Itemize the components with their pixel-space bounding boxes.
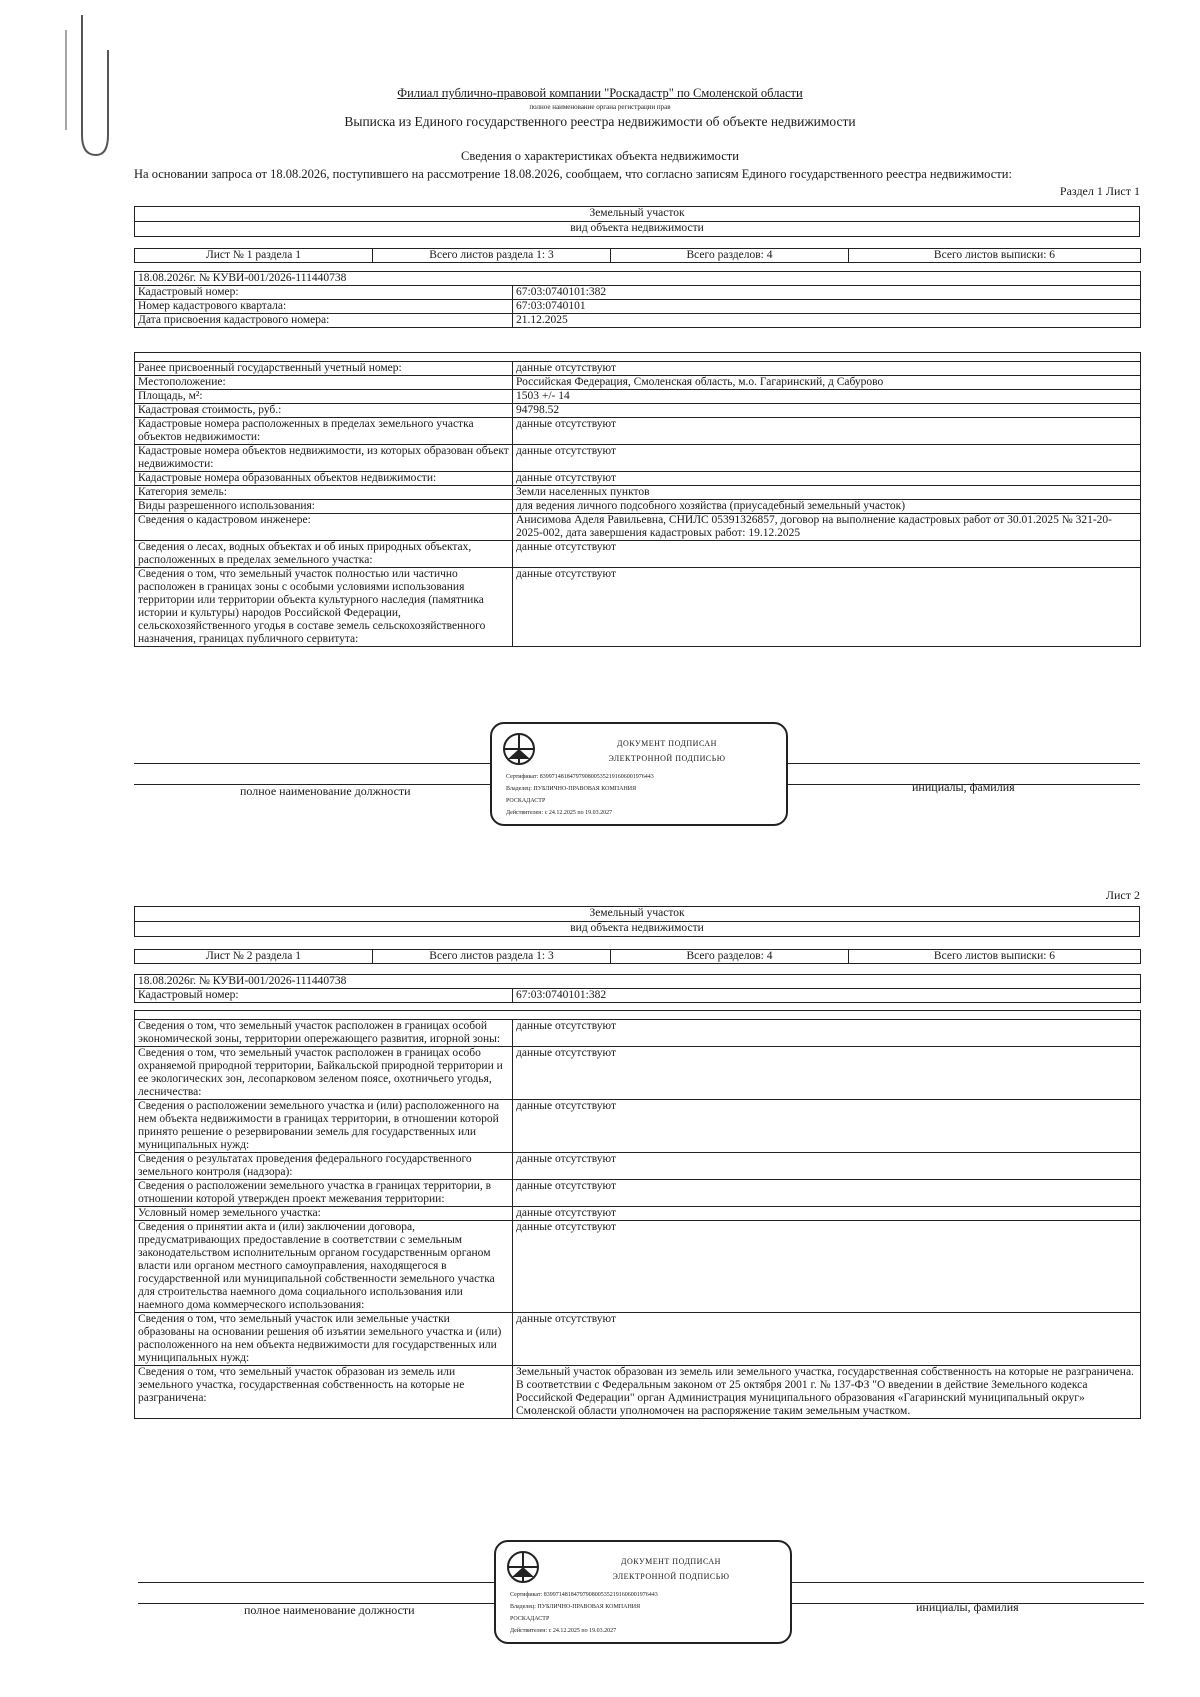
e-signature-stamp	[494, 1540, 792, 1644]
row-value: данные отсутствуют	[513, 362, 1141, 376]
row-value: данные отсутствуют	[513, 445, 1141, 472]
total-sheets-section: Всего листов раздела 1: 3	[373, 249, 611, 263]
stamp-owner-name: РОСКАДАСТР	[510, 1616, 550, 1622]
row-value: для ведения личного подсобного хозяйства (приусадебный земельный участок)	[513, 500, 1141, 514]
sheet1-pagination-table	[134, 248, 1141, 263]
initials-caption: инициалы, фамилия	[912, 780, 1015, 794]
row-label: Сведения о расположении земельного участка в границах территории, в отношении которой утвержден проект межевания территории:	[135, 1180, 513, 1207]
row-label: Сведения о принятии акта и (или) заключении договора, предусматривающих предоставление в соответствии с земельным законодательством исполнительным органом государственным органом власти или органом местного самоуправления, находящегося в государственной или муниципальной собственности земельного участка для строительства наемного дома социального использования или наемного дома коммерческого использования:	[135, 1221, 513, 1313]
total-sections: Всего разделов: 4	[611, 249, 849, 263]
stamp-certificate: Сертификат: 83997148184797908005352191606001976443	[510, 1592, 658, 1598]
row-value: данные отсутствуют	[513, 541, 1141, 568]
cadastral-quarter-value: 67:03:0740101	[513, 300, 1141, 314]
total-sheets-extract: Всего листов выписки: 6	[849, 950, 1141, 964]
organization-caption: полное наименование органа регистрации прав	[529, 103, 671, 111]
stamp-owner: Владелец: ПУБЛИЧНО-ПРАВОВАЯ КОМПАНИЯ	[510, 1604, 641, 1610]
row-value: 94798.52	[513, 404, 1141, 418]
row-value: данные отсутствуют	[513, 568, 1141, 647]
object-type-caption: вид объекта недвижимости	[135, 922, 1140, 937]
row-value: Земли населенных пунктов	[513, 486, 1141, 500]
row-value: данные отсутствуют	[513, 1221, 1141, 1313]
stamp-line1: ДОКУМЕНТ ПОДПИСАН	[621, 1557, 721, 1566]
stamp-owner-name: РОСКАДАСТР	[506, 798, 546, 804]
row-value: данные отсутствуют	[513, 1153, 1141, 1180]
row-label: Сведения о результатах проведения федерального государственного земельного контроля (надзора):	[135, 1153, 513, 1180]
row-label: Условный номер земельного участка:	[135, 1207, 513, 1221]
object-type-caption: вид объекта недвижимости	[135, 222, 1140, 237]
row-label: Сведения о том, что земельный участок образован из земель или земельного участка, государственная собственность на которые не разграничена:	[135, 1366, 513, 1419]
paper-clip-icon	[62, 10, 112, 160]
table-spacer-row	[135, 1011, 1141, 1020]
cadastral-quarter-label: Номер кадастрового квартала:	[135, 300, 513, 314]
row-label: Ранее присвоенный государственный учетный номер:	[135, 362, 513, 376]
roskadastr-logo-icon	[502, 732, 536, 766]
row-value: данные отсутствуют	[513, 1020, 1141, 1047]
row-label: Сведения о том, что земельный участок полностью или частично расположен в границах зоны с особыми условиями использования территории или территории объекта культурного наследия (памятника истории и культуры) народов Российской Федерации, сельскохозяйственного угодья в составе земель сельскохозяйственного назначения, границах публичного сервитута:	[135, 568, 513, 647]
row-label: Категория земель:	[135, 486, 513, 500]
row-value: данные отсутствуют	[513, 1180, 1141, 1207]
total-sheets-extract: Всего листов выписки: 6	[849, 249, 1141, 263]
position-caption: полное наименование должности	[244, 1603, 415, 1617]
sheet2-characteristics-table	[134, 1010, 1141, 1419]
sheet2-id-table	[134, 974, 1141, 1003]
row-label: Сведения о расположении земельного участка и (или) расположенного на нем объекта недвижимости в границах территории, в отношении которой принято решение о резервировании земель для государственных или муниципальных нужд:	[135, 1100, 513, 1153]
row-value: Российская Федерация, Смоленская область, м.о. Гагаринский, д Сабурово	[513, 376, 1141, 390]
sheet1-id-table	[134, 271, 1141, 328]
row-label: Местоположение:	[135, 376, 513, 390]
cadastral-number-label: Кадастровый номер:	[135, 286, 513, 300]
roskadastr-logo-icon	[506, 1550, 540, 1584]
sheet1-object-type-table	[134, 206, 1140, 237]
stamp-owner: Владелец: ПУБЛИЧНО-ПРАВОВАЯ КОМПАНИЯ	[506, 786, 637, 792]
row-value: данные отсутствуют	[513, 1313, 1141, 1366]
row-value: Земельный участок образован из земель или земельного участка, государственная собственность на которые не разграничена. В соответствии с Федеральным законом от 25 октября 2001 г. № 137-ФЗ "О введении в действие Земельного кодекса Российской Федерации" орган Администрация муниципального образования «Гагаринский муниципальный округ» Смоленской области уполномочен на распоряжение таким земельным участком.	[513, 1366, 1141, 1419]
table-spacer-row	[135, 353, 1141, 362]
row-label: Кадастровые номера объектов недвижимости, из которых образован объект недвижимости:	[135, 445, 513, 472]
total-sheets-section: Всего листов раздела 1: 3	[373, 950, 611, 964]
row-value: данные отсутствуют	[513, 1207, 1141, 1221]
row-label: Кадастровые номера образованных объектов недвижимости:	[135, 472, 513, 486]
row-label: Сведения о том, что земельный участок расположен в границах особой экономической зоны, территории опережающего развития, игорной зоны:	[135, 1020, 513, 1047]
total-sections: Всего разделов: 4	[611, 950, 849, 964]
section-sheet-label: Раздел 1 Лист 1	[1059, 184, 1140, 198]
sheet2-object-type-table	[134, 906, 1140, 937]
row-value: данные отсутствуют	[513, 1100, 1141, 1153]
stamp-certificate: Сертификат: 83997148184797908005352191606001976443	[506, 774, 654, 780]
organization-name: Филиал публично-правовой компании "Роскадастр" по Смоленской области	[397, 86, 803, 100]
cadastral-number-value: 67:03:0740101:382	[513, 989, 1141, 1003]
position-caption: полное наименование должности	[240, 784, 411, 798]
row-label: Сведения о лесах, водных объектах и об иных природных объектах, расположенных в пределах земельного участка:	[135, 541, 513, 568]
stamp-line1: ДОКУМЕНТ ПОДПИСАН	[617, 739, 717, 748]
assignment-date-value: 21.12.2025	[513, 314, 1141, 328]
document-title: Выписка из Единого государственного реестра недвижимости об объекте недвижимости	[344, 114, 856, 129]
row-label: Сведения о кадастровом инженере:	[135, 514, 513, 541]
row-label: Сведения о том, что земельный участок или земельные участки образованы на основании решения об изъятии земельного участка и (или) расположенного на нем объекта недвижимости для государственных или муниципальных нужд:	[135, 1313, 513, 1366]
cadastral-number-label: Кадастровый номер:	[135, 989, 513, 1003]
object-type: Земельный участок	[135, 207, 1140, 222]
row-value: Анисимова Аделя Равильевна, СНИЛС 05391326857, договор на выполнение кадастровых работ от 30.01.2025 № 321-20-2025-002, дата завершения кадастровых работ: 19.12.2025	[513, 514, 1141, 541]
sheet2-label: Лист 2	[1105, 888, 1140, 902]
initials-caption: инициалы, фамилия	[916, 1600, 1019, 1614]
row-label: Виды разрешенного использования:	[135, 500, 513, 514]
row-value: данные отсутствуют	[513, 1047, 1141, 1100]
section-title: Сведения о характеристиках объекта недвижимости	[461, 149, 739, 163]
document-reference: 18.08.2026г. № КУВИ-001/2026-111440738	[135, 272, 1141, 286]
document-reference: 18.08.2026г. № КУВИ-001/2026-111440738	[135, 975, 1141, 989]
sheet2-pagination-table	[134, 949, 1141, 964]
e-signature-stamp	[490, 722, 788, 826]
stamp-validity: Действителен: с 24.12.2025 по 19.03.2027	[506, 810, 613, 816]
stamp-validity: Действителен: с 24.12.2025 по 19.03.2027	[510, 1628, 617, 1634]
row-label: Кадастровые номера расположенных в пределах земельного участка объектов недвижимости:	[135, 418, 513, 445]
sheet-number: Лист № 2 раздела 1	[135, 950, 373, 964]
row-value: данные отсутствуют	[513, 418, 1141, 445]
stamp-line2: ЭЛЕКТРОННОЙ ПОДПИСЬЮ	[612, 1572, 730, 1581]
object-type: Земельный участок	[135, 907, 1140, 922]
row-label: Сведения о том, что земельный участок расположен в границах особо охраняемой природной территории, Байкальской природной территории и ее экологических зон, лесопарковом зеленом поясе, охотничьего угодья, лесничества:	[135, 1047, 513, 1100]
intro-text: На основании запроса от 18.08.2026, поступившего на рассмотрение 18.08.2026, сообщаем, что согласно записям Единого государственного реестра недвижимости:	[134, 167, 1012, 181]
row-value: 1503 +/- 14	[513, 390, 1141, 404]
sheet1-characteristics-table	[134, 352, 1141, 647]
stamp-line2: ЭЛЕКТРОННОЙ ПОДПИСЬЮ	[608, 754, 726, 763]
row-label: Кадастровая стоимость, руб.:	[135, 404, 513, 418]
sheet-number: Лист № 1 раздела 1	[135, 249, 373, 263]
cadastral-number-value: 67:03:0740101:382	[513, 286, 1141, 300]
row-label: Площадь, м²:	[135, 390, 513, 404]
row-value: данные отсутствуют	[513, 472, 1141, 486]
assignment-date-label: Дата присвоения кадастрового номера:	[135, 314, 513, 328]
